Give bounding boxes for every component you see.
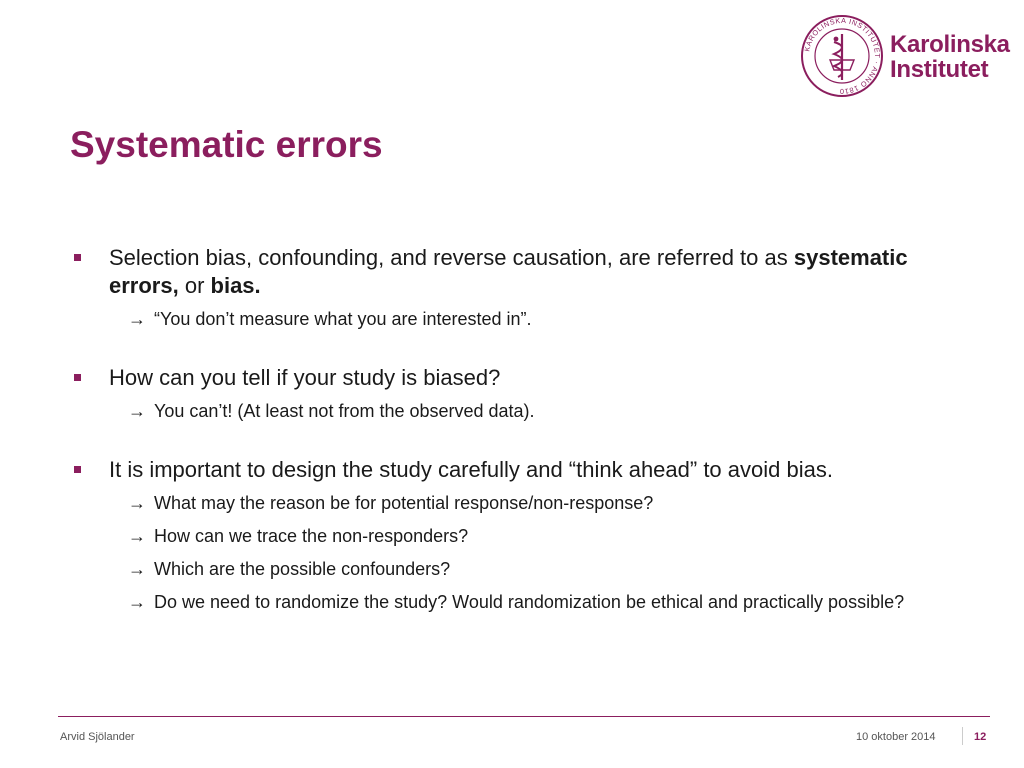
sub-text: How can we trace the non-responders? [154,526,469,546]
sub-text: “You don’t measure what you are interested in”. [154,309,532,329]
bullet-item-2 [72,364,972,424]
bullet-square-icon [74,374,81,381]
sub-text: What may the reason be for potential response/non-response? [154,493,654,513]
bullet-text-3: It is important to design the study carefully and “think ahead” to avoid bias. [109,457,833,482]
bullet-text-1d: bias. [210,273,261,298]
sub-text: Which are the possible confounders? [154,559,451,579]
footer-author: Arvid Sjölander [60,731,135,743]
karolinska-logo [800,14,1010,100]
footer-date: 10 oktober 2014 [856,731,936,743]
sub-item-3-4 [72,590,984,615]
sub-item-2-1 [72,399,972,424]
karolinska-wordmark [890,32,1010,82]
arrow-icon: → [128,526,146,546]
svg-text:KAROLINSKA INSTITUTET · ANNO 1: KAROLINSKA INSTITUTET · ANNO 1810 [802,15,883,97]
bullet-item-1 [72,244,972,332]
arrow-icon: → [128,592,146,612]
arrow-icon: → [128,559,146,579]
bullet-text-1c: or [178,273,211,298]
wordmark-line-1: Karolinska [890,31,1010,58]
karolinska-seal-icon [800,14,884,98]
footer-divider [58,716,990,717]
bullet-item-3 [72,456,972,615]
sub-text: Do we need to randomize the study? Would randomization be ethical and practically possible? [154,592,905,612]
bullet-text-2: How can you tell if your study is biased? [109,365,501,390]
footer-separator [962,727,963,745]
slide-title: Systematic errors [70,124,383,165]
bullet-square-icon [74,466,81,473]
sub-item-3-2 [72,524,972,549]
sub-item-3-3 [72,557,972,582]
sub-item-3-1 [72,491,972,516]
arrow-icon: → [128,401,146,421]
arrow-icon: → [128,309,146,329]
sub-text: You can’t! (At least not from the observed data). [154,401,535,421]
bullet-text-1a: Selection bias, confounding, and reverse causation, are referred to as [109,245,794,270]
sub-item-1-1 [72,307,972,332]
arrow-icon: → [128,493,146,513]
wordmark-line-2: Institutet [890,56,989,83]
bullet-text-1b: systematic errors, [109,245,908,298]
bullet-list [72,244,972,615]
bullet-square-icon [74,254,81,261]
footer-page-number: 12 [974,731,987,743]
